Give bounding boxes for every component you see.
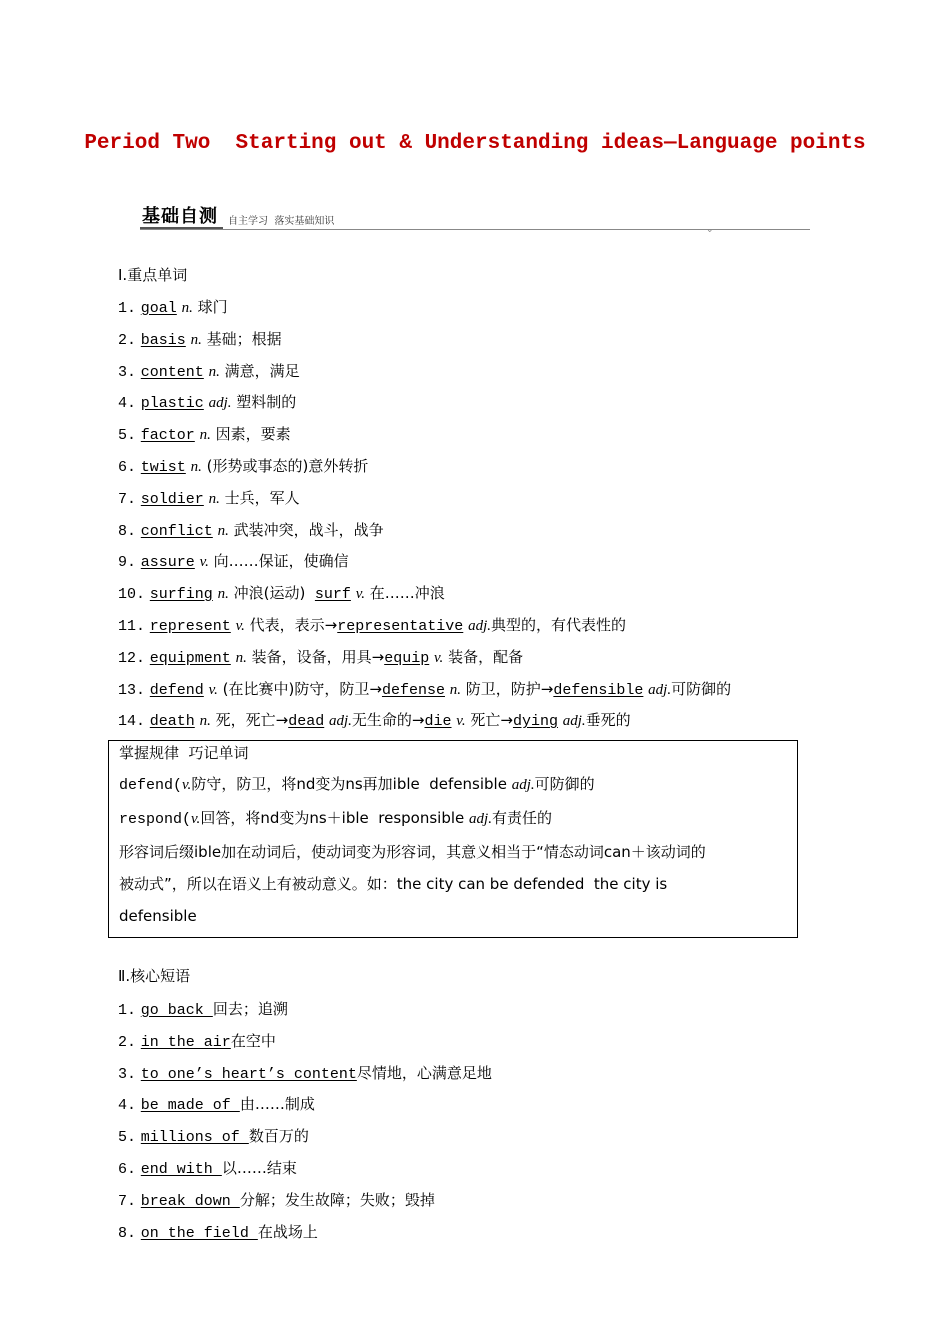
tip-box — [108, 740, 798, 938]
part-of-speech: n. — [449, 682, 461, 698]
item-num: 1. — [118, 1002, 137, 1019]
vocab-word: dying — [512, 713, 558, 730]
vocab-word: equip — [384, 650, 430, 667]
part-of-speech: v. — [182, 777, 192, 793]
item-num: 5. — [118, 427, 137, 445]
vocab-word: basis — [140, 331, 186, 349]
vocab-meaning: 可防御的 — [671, 680, 732, 698]
item-num: 8. — [118, 1224, 137, 1242]
vocab-word: represent — [149, 618, 231, 635]
item-num: 3. — [118, 1065, 137, 1083]
phrase-meaning: 尽情地，心满意足地 — [356, 1063, 492, 1082]
vocab-item — [118, 520, 384, 542]
phrase-text: millions of — [140, 1129, 249, 1147]
tip-line-4: 被动式”，所以在语义上有被动意义。如：the city can be defended the city is — [119, 875, 668, 893]
part-of-speech: n. — [235, 650, 247, 666]
vocab-meaning: 典型的，有代表性的 — [490, 616, 626, 634]
item-num: 8. — [118, 522, 137, 540]
vocab-word: content — [140, 363, 204, 381]
tip-text: 回答，将nd变为ns＋ible responsible — [200, 809, 470, 827]
phrase-meaning: 回去；追溯 — [212, 1000, 288, 1018]
banner-subtitle: 自主学习 落实基础知识 — [228, 216, 335, 227]
phrase-item — [118, 999, 288, 1021]
page-title: Period Two Starting out & Understanding ideas—Language points — [84, 132, 866, 155]
vocab-word: representative — [337, 618, 464, 635]
banner-title: 基础自测 — [142, 206, 218, 227]
item-num: 9. — [118, 554, 137, 572]
item-num: 4. — [118, 395, 137, 413]
item-num: 2. — [118, 1033, 137, 1051]
item-num: 13. — [118, 682, 146, 699]
part-of-speech: adj. — [511, 777, 535, 793]
vocab-meaning: 球门 — [197, 298, 228, 316]
vocab-word: plastic — [140, 395, 204, 413]
vocab-item — [118, 488, 300, 510]
vocab-word: dead — [288, 713, 325, 730]
vocab-word: surf — [314, 586, 351, 603]
vocab-word: death — [149, 713, 195, 730]
phrase-item — [118, 1158, 297, 1180]
vocab-meaning: 垂死的 — [585, 711, 631, 729]
part-of-speech: n. — [181, 300, 193, 316]
section1-heading: Ⅰ.重点单词 — [118, 266, 188, 284]
phrase-item — [118, 1094, 315, 1116]
vocab-meaning: 装备，设备，用具→ — [251, 648, 385, 666]
vocab-meaning: 冲浪(运动) — [233, 584, 306, 602]
part-of-speech: adj. — [469, 811, 492, 827]
phrase-text: end with — [140, 1161, 222, 1178]
part-of-speech: n. — [208, 363, 220, 380]
tip-line-3: 形容词后缀ible加在动词后，使动词变为形容词，其意义相当于“情态动词can＋该动词的 — [119, 843, 706, 861]
phrase-meaning: 以……结束 — [221, 1159, 297, 1177]
banner-notch-icon: ⌄ — [706, 225, 714, 235]
phrase-text: break down — [140, 1192, 240, 1210]
phrase-item — [118, 1126, 309, 1148]
vocab-word: defense — [381, 682, 445, 699]
part-of-speech: n. — [217, 586, 229, 602]
vocab-meaning: 无生命的→ — [351, 711, 425, 729]
vocab-word: die — [424, 713, 452, 730]
vocab-item-11 — [118, 615, 626, 637]
vocab-meaning: 向……保证，使确信 — [213, 552, 349, 571]
tip-text: defend( — [119, 777, 183, 794]
vocab-word: twist — [140, 459, 186, 476]
phrase-meaning: 在空中 — [230, 1031, 276, 1050]
tip-heading: 掌握规律 巧记单词 — [119, 744, 249, 762]
phrase-meaning: 在战场上 — [257, 1222, 318, 1241]
vocab-item-10 — [118, 583, 445, 605]
part-of-speech: adj. — [208, 395, 232, 412]
vocab-meaning: 装备，配备 — [448, 648, 524, 666]
tip-text: 可防御的 — [534, 775, 595, 793]
part-of-speech: v. — [199, 554, 209, 571]
vocab-item-14 — [118, 710, 631, 732]
vocab-meaning: 武装冲突，战斗，战争 — [233, 520, 384, 539]
phrase-text: go back — [140, 1002, 213, 1019]
phrase-text: to one’s heart’s content — [140, 1065, 357, 1083]
item-num: 4. — [118, 1097, 137, 1115]
tip-text: respond( — [119, 811, 192, 828]
part-of-speech: n. — [217, 522, 229, 539]
part-of-speech: v. — [355, 586, 365, 602]
part-of-speech: n. — [190, 331, 202, 348]
item-num: 5. — [118, 1129, 137, 1147]
phrase-text: on the field — [140, 1224, 258, 1242]
vocab-item — [118, 392, 296, 414]
part-of-speech: v. — [235, 618, 245, 634]
vocab-word: goal — [140, 300, 177, 317]
vocab-word: equipment — [149, 650, 231, 667]
part-of-speech: n. — [190, 459, 202, 475]
vocab-meaning: 代表，表示→ — [249, 616, 338, 634]
vocab-meaning: (在比赛中)防守，防卫→ — [222, 680, 382, 698]
vocab-meaning: 基础；根据 — [206, 329, 282, 348]
vocab-word: defend — [149, 682, 204, 699]
item-num: 2. — [118, 331, 137, 349]
item-num: 11. — [118, 618, 146, 635]
item-num: 1. — [118, 300, 137, 317]
tip-line-2 — [119, 808, 552, 830]
part-of-speech: adj. — [329, 713, 352, 729]
part-of-speech: n. — [208, 490, 220, 507]
tip-line-5: defensible — [119, 907, 197, 925]
vocab-meaning: 士兵，军人 — [224, 488, 300, 507]
item-num: 10. — [118, 586, 146, 603]
vocab-word: assure — [140, 554, 195, 572]
part-of-speech: n. — [199, 713, 211, 729]
phrase-meaning: 由……制成 — [239, 1095, 315, 1114]
phrase-text: be made of — [140, 1097, 240, 1115]
vocab-word: conflict — [140, 522, 213, 540]
part-of-speech: v. — [456, 713, 466, 729]
vocab-item — [118, 424, 291, 446]
vocab-meaning: 死亡→ — [470, 711, 513, 729]
vocab-item — [118, 329, 282, 351]
vocab-meaning: 满意，满足 — [224, 361, 300, 380]
vocab-item-12 — [118, 647, 523, 669]
phrase-text: in the air — [140, 1033, 231, 1051]
vocab-word: factor — [140, 427, 195, 445]
vocab-item — [118, 551, 349, 573]
vocab-word: defensible — [553, 682, 644, 699]
vocab-word: soldier — [140, 490, 204, 508]
vocab-meaning: 死，死亡→ — [215, 711, 289, 729]
section-banner — [140, 200, 810, 236]
section2-heading: Ⅱ.核心短语 — [118, 967, 191, 985]
item-num: 7. — [118, 490, 137, 508]
part-of-speech: adj. — [562, 713, 586, 729]
part-of-speech: n. — [199, 427, 211, 444]
item-num: 6. — [118, 459, 137, 476]
part-of-speech: v. — [208, 682, 218, 698]
part-of-speech: adj. — [648, 682, 672, 698]
phrase-item — [118, 1031, 276, 1053]
tip-text: 有责任的 — [491, 809, 552, 827]
part-of-speech: v. — [434, 650, 444, 666]
phrase-item — [118, 1063, 492, 1085]
vocab-item-13 — [118, 679, 731, 701]
vocab-meaning: 防卫，防护→ — [465, 680, 554, 698]
phrase-meaning: 分解；发生故障；失败；毁掉 — [239, 1190, 435, 1209]
tip-line-1 — [119, 774, 595, 796]
vocab-meaning: 因素，要素 — [215, 425, 291, 444]
phrase-meaning: 数百万的 — [248, 1127, 309, 1146]
item-num: 3. — [118, 363, 137, 381]
vocab-meaning: 在……冲浪 — [369, 584, 445, 602]
part-of-speech: adj. — [468, 618, 491, 634]
item-num: 14. — [118, 713, 146, 730]
vocab-meaning: 塑料制的 — [236, 393, 297, 412]
vocab-item — [118, 297, 228, 319]
item-num: 6. — [118, 1161, 137, 1178]
vocab-item — [118, 361, 300, 383]
tip-text: 防守，防卫，将nd变为ns再加ible defensible — [191, 775, 512, 793]
vocab-meaning: (形势或事态的)意外转折 — [206, 457, 369, 475]
item-num: 7. — [118, 1192, 137, 1210]
phrase-item — [118, 1190, 435, 1212]
item-num: 12. — [118, 650, 146, 667]
phrase-item — [118, 1222, 318, 1244]
vocab-item — [118, 456, 368, 478]
vocab-word: surfing — [149, 586, 213, 603]
part-of-speech: v. — [191, 811, 201, 827]
